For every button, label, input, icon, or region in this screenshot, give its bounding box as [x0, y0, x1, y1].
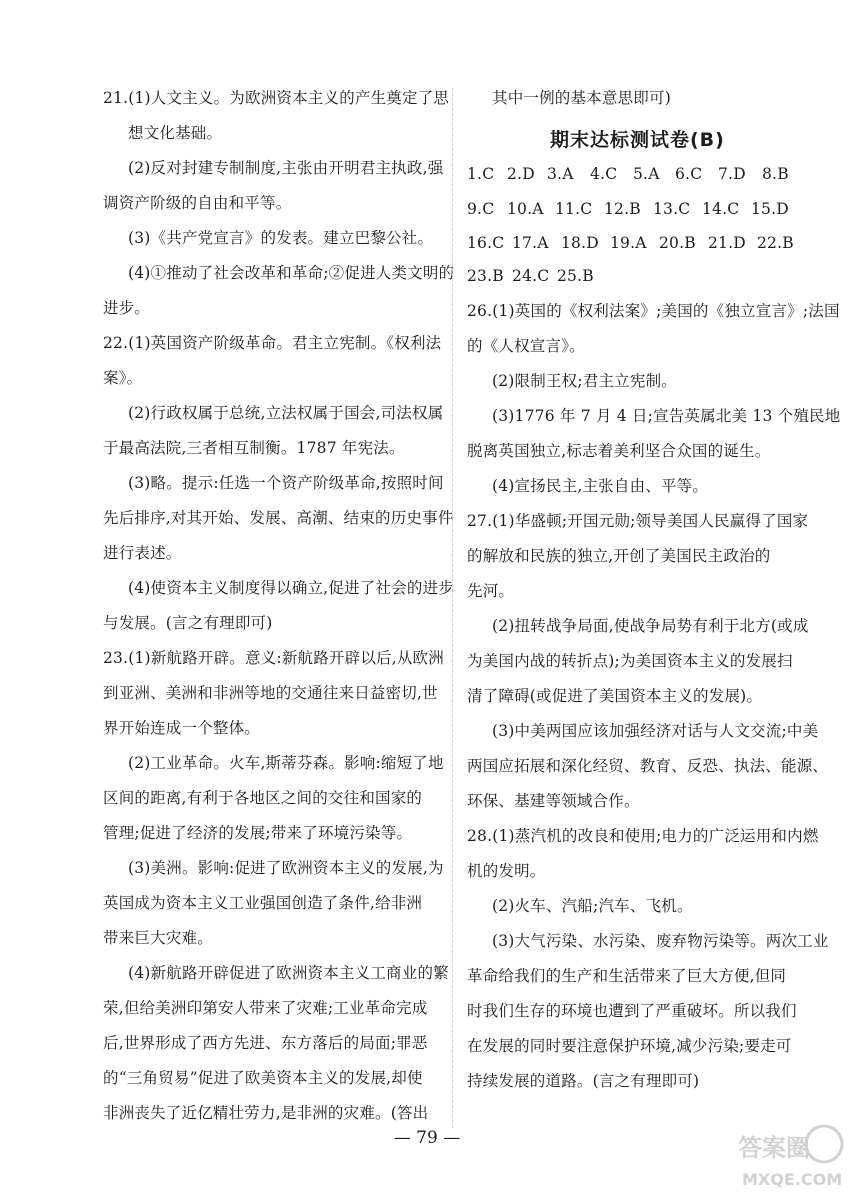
answer-item: 13.C: [653, 200, 691, 218]
text-line: 23.(1)新航路开辟。意义:新航路开辟以后,从欧洲: [103, 649, 444, 667]
text-line: 持续发展的道路。(言之有理即可): [467, 1072, 700, 1090]
answer-item: 14.C: [702, 200, 740, 218]
text-line: 想文化基础。: [128, 124, 223, 142]
text-line: 进行表述。: [103, 544, 182, 562]
watermark-url: MXQE.COM: [742, 1170, 843, 1189]
text-line: 界开始连成一个整体。: [103, 719, 261, 737]
text-line: (3)美洲。影响:促进了欧洲资本主义的发展,为: [128, 859, 444, 877]
answer-item: 7.D: [718, 165, 746, 183]
answer-item: 3.A: [547, 165, 574, 183]
answer-item: 16.C: [467, 234, 505, 252]
text-line: (2)工业革命。火车,斯蒂芬森。影响:缩短了地: [128, 754, 444, 772]
text-line: 两国应拓展和深化经贸、教育、反恐、执法、能源、: [467, 757, 829, 775]
text-line: (3)1776 年 7 月 4 日;宣告英属北美 13 个殖民地: [492, 407, 841, 425]
text-line: (4)新航路开辟促进了欧洲资本主义工商业的繁: [128, 964, 449, 982]
text-line: 为美国内战的转折点);为美国资本主义的发展扫: [467, 652, 793, 670]
answer-item: 1.C: [467, 165, 495, 183]
answer-item: 17.A: [512, 234, 549, 252]
answer-item: 15.D: [751, 200, 789, 218]
answer-item: 25.B: [557, 267, 594, 285]
answer-item: 12.B: [604, 200, 641, 218]
answer-item: 22.B: [757, 234, 794, 252]
text-line: 案》。: [103, 369, 143, 387]
text-line: 脱离英国独立,标志着美利坚合众国的诞生。: [467, 442, 771, 460]
text-line: (4)宣扬民主,主张自由、平等。: [492, 477, 709, 495]
text-line: 其中一例的基本意思即可): [492, 89, 671, 107]
text-line: (3)《共产党宣言》的发表。建立巴黎公社。: [128, 229, 434, 247]
text-line: 到亚洲、美洲和非洲等地的交通往来日益密切,世: [103, 684, 438, 702]
text-line: 革命给我们的生产和生活带来了巨大方便,但同: [467, 967, 787, 985]
answer-item: 19.A: [610, 234, 647, 252]
text-line: 的《人权宣言》。: [467, 337, 585, 355]
text-line: (2)扭转战争局面,使战争局势有利于北方(或成: [492, 617, 809, 635]
answer-item: 9.C: [467, 200, 495, 218]
text-line: 管理;促进了经济的发展;带来了环境污染等。: [103, 824, 413, 842]
section-title: 期末达标测试卷(B): [550, 129, 725, 151]
answer-item: 8.B: [762, 165, 789, 183]
text-line: 先后排序,对其开始、发展、高潮、结束的历史事件: [103, 509, 454, 527]
text-line: 与发展。(言之有理即可): [103, 614, 273, 632]
text-line: (3)中美两国应该加强经济对话与人文交流;中美: [492, 722, 819, 740]
text-line: 进步。: [103, 299, 151, 317]
answer-item: 11.C: [555, 200, 593, 218]
text-line: (3)略。提示:任选一个资产阶级革命,按照时间: [128, 474, 444, 492]
answer-item: 5.A: [633, 165, 660, 183]
text-line: 英国成为资本主义工业强国创造了条件,给非洲: [103, 894, 423, 912]
text-line: 在发展的同时要注意保护环境,减少污染;要走可: [467, 1037, 792, 1055]
text-line: 28.(1)蒸汽机的改良和使用;电力的广泛运用和内燃: [467, 827, 819, 845]
text-line: 清了障碍(或促进了美国资本主义的发展)。: [467, 687, 763, 705]
text-line: 22.(1)英国资产阶级革命。君主立宪制。《权利法: [103, 334, 442, 352]
text-line: (2)限制王权;君主立宪制。: [492, 372, 677, 390]
answer-item: 4.C: [590, 165, 618, 183]
answer-item: 20.B: [659, 234, 696, 252]
answer-item: 18.D: [561, 234, 599, 252]
text-line: (2)火车、汽船;汽车、飞机。: [492, 897, 693, 915]
text-line: 26.(1)英国的《权利法案》;美国的《独立宣言》;法国: [467, 302, 840, 320]
text-line: 时我们生存的环境也遭到了严重破坏。所以我们: [467, 1002, 797, 1020]
text-line: 后,世界形成了西方先进、东方落后的局面;罪恶: [103, 1034, 428, 1052]
text-line: 机的发明。: [467, 862, 546, 880]
text-line: 21.(1)人文主义。为欧洲资本主义的产生奠定了思: [103, 89, 450, 107]
text-line: (3)大气污染、水污染、废弃物污染等。两次工业: [492, 932, 829, 950]
answer-item: 21.D: [708, 234, 746, 252]
answer-item: 6.C: [675, 165, 703, 183]
text-line: (4)使资本主义制度得以确立,促进了社会的进步: [128, 579, 454, 597]
text-line: 于最高法院,三者相互制衡。1787 年宪法。: [103, 439, 405, 457]
answer-item: 2.D: [507, 165, 535, 183]
text-line: 非洲丧失了近亿精壮劳力,是非洲的灾难。(答出: [103, 1104, 429, 1122]
text-line: (2)行政权属于总统,立法权属于国会,司法权属: [128, 404, 444, 422]
page-number: — 79 —: [393, 1128, 461, 1148]
text-line: 先河。: [467, 582, 515, 600]
watermark-logo: [736, 1120, 848, 1196]
text-line: 区间的距离,有利于各地区之间的交往和国家的: [103, 789, 423, 807]
text-line: 荣,但给美洲印第安人带来了灾难;工业革命完成: [103, 999, 428, 1017]
column-divider: [452, 88, 453, 1128]
text-line: 的“三角贸易”促进了欧美资本主义的发展,却使: [103, 1069, 423, 1087]
text-line: 环保、基建等领域合作。: [467, 792, 640, 810]
text-line: 27.(1)华盛顿;开国元勋;领导美国人民赢得了国家: [467, 512, 809, 530]
text-line: 调资产阶级的自由和平等。: [103, 194, 292, 212]
answer-item: 23.B: [467, 267, 504, 285]
text-line: 的解放和民族的独立,开创了美国民主政治的: [467, 547, 771, 565]
text-line: (2)反对封建专制制度,主张由开明君主执政,强: [128, 159, 444, 177]
text-line: 带来巨大灾难。: [103, 929, 213, 947]
answer-item: 24.C: [512, 267, 550, 285]
watermark-title: 答案圈: [738, 1134, 810, 1162]
text-line: (4)①推动了社会改革和革命;②促进人类文明的: [128, 264, 455, 282]
answer-item: 10.A: [507, 200, 544, 218]
